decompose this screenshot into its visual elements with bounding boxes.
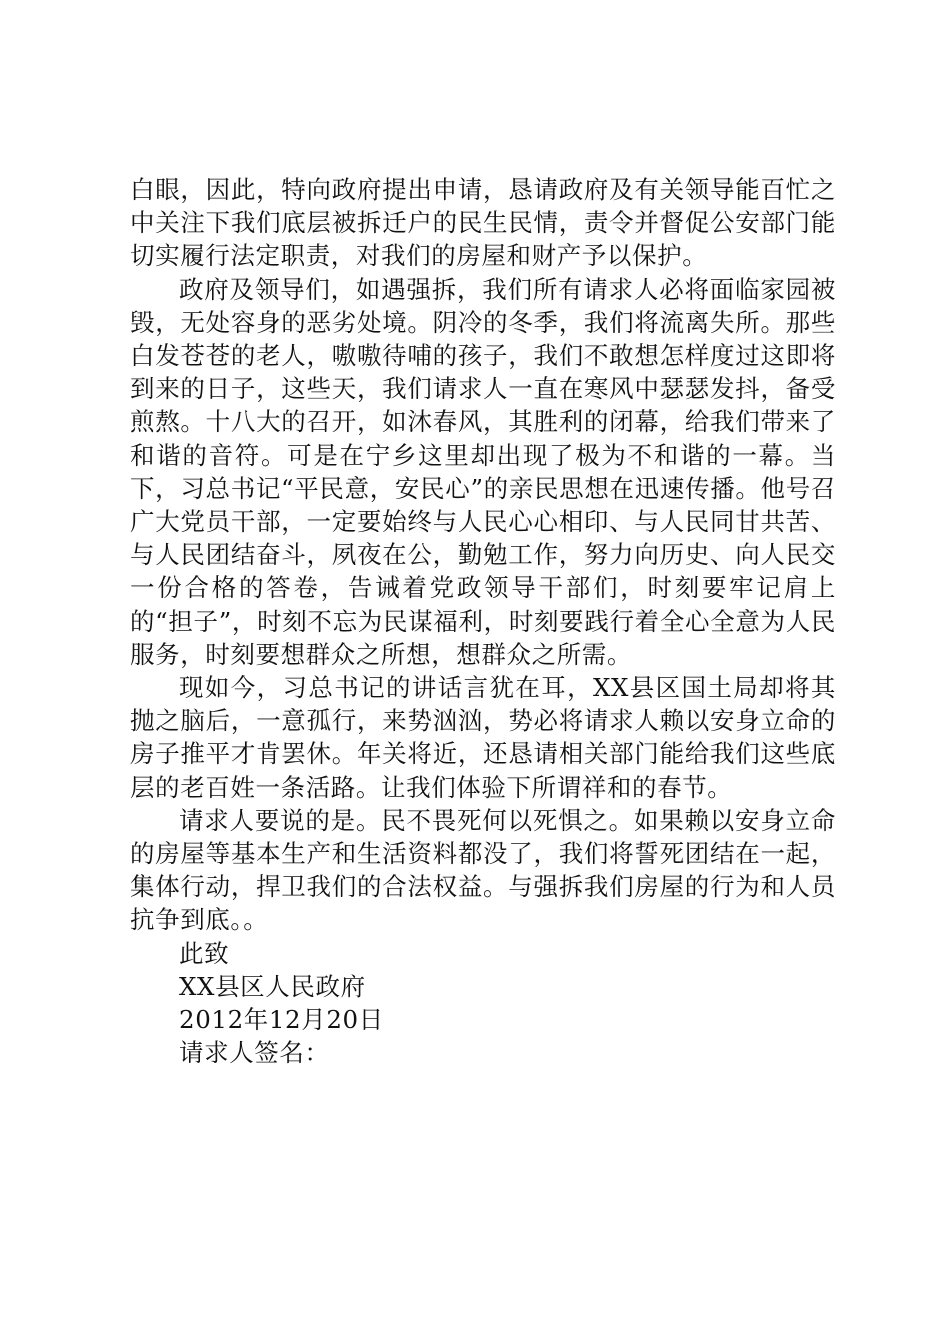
paragraph-continued: 白眼，因此，特向政府提出申请，恳请政府及有关领导能百忙之中关注下我们底层被拆迁户的民生民情，责令并督促公安部门能切实履行法定职责，对我们的房屋和财产予以保护。 — [130, 175, 836, 271]
paragraph-land-bureau: 现如今，习总书记的讲话言犹在耳，XX县区国土局却将其抛之脑后，一意孤行，来势汹汹，势必将请求人赖以安身立命的房子推平才肯罢休。年关将近，还恳请相关部门能给我们这些底层的老百姓一条活路。让我们体验下所谓祥和的春节。 — [130, 673, 836, 802]
petition-body — [130, 173, 836, 1069]
paragraph-statement: 请求人要说的是。民不畏死何以死惧之。如果赖以安身立命的房屋等基本生产和生活资料都没了，我们将誓死团结在一起，集体行动，捍卫我们的合法权益。与强拆我们房屋的行为和人员抗争到底。。 — [130, 805, 836, 935]
closing-date: 2012年12月20日 — [179, 1005, 384, 1035]
paragraph-demolition-plight: 政府及领导们，如遇强拆，我们所有请求人必将面临家园被毁，无处容身的恶劣处境。阴冷的冬季，我们将流离失所。那些白发苍苍的老人，嗷嗷待哺的孩子，我们不敢想怎样度过这即将到来的日子，这些天，我们请求人一直在寒风中瑟瑟发抖，备受煎熬。十八大的召开，如沐春风，其胜利的闭幕，给我们带来了和谐的音符。可是在宁乡这里却出现了极为不和谐的一幕。当下，习总书记“平民意，安民心”的亲民思想在迅速传播。他号召广大党员干部，一定要始终与人民心心相印、与人民同甘共苦、与人民团结奋斗，夙夜在公，勤勉工作，努力向历史、向人民交一份合格的答卷，告诫着党政领导干部们，时刻要牢记肩上的“担子”，时刻不忘为民谋福利，时刻要践行着全心全意为人民服务，时刻要想群众之所想，想群众之所需。 — [130, 274, 836, 669]
closing-recipient: XX县区人民政府 — [179, 971, 366, 1001]
signature-label: 请求人签名： — [179, 1038, 330, 1068]
closing-salutation: 此致 — [179, 938, 230, 968]
